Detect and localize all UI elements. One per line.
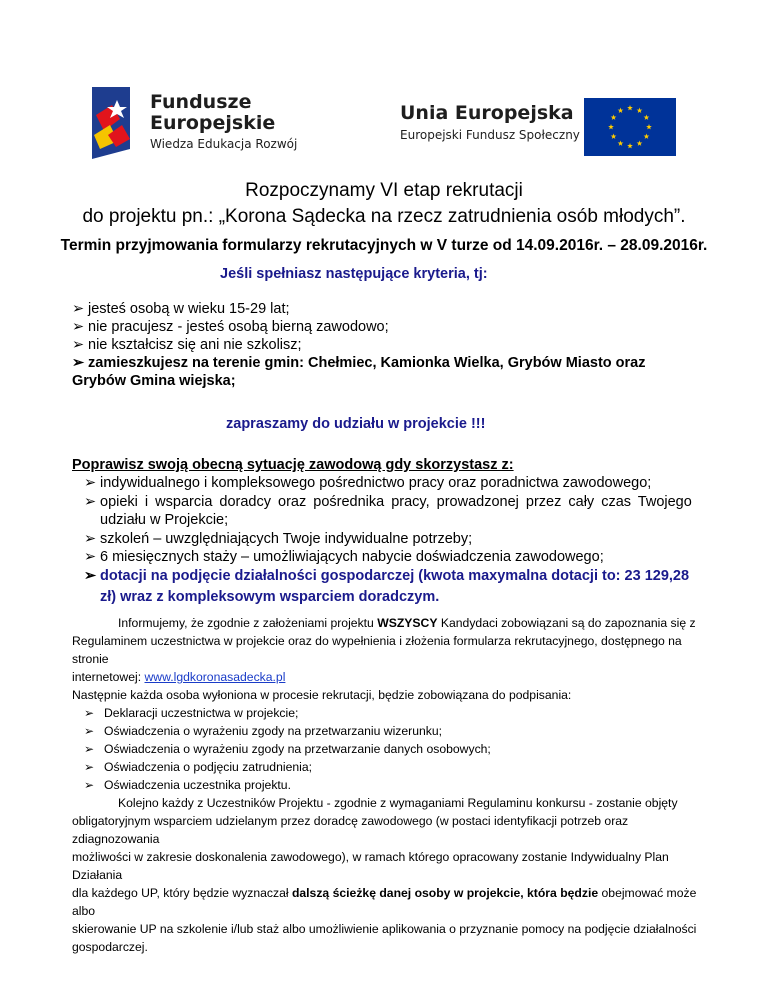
docs-list [72,704,697,794]
eu-flag-icon [584,98,676,156]
list-item-continuation: zł) wraz z kompleksowym wsparciem doradczym. [100,589,440,605]
list-item: ➢ opieki i wsparcia doradcy oraz pośrednika pracy, prowadzonej przez cały czas Twojego [84,493,692,510]
criteria-heading: Jeśli spełniasz następujące kryteria, tj: [220,266,488,282]
eu-title: Unia Europejska [400,102,574,124]
list-item-continuation: Grybów Gmina wiejska; [72,373,236,389]
info-line: skierowanie UP na szkolenie i/lub staż albo umożliwienie aplikowania o przyznanie pomocy na podjęcie działalności [72,922,697,936]
list-item: ➢ Oświadczenia o podjęciu zatrudnienia; [84,760,312,774]
info-line: dla każdego UP, który będzie wyznaczał dalszą ścieżkę danej osoby w projekcie, która będzie obejmować może albo [72,886,697,918]
list-item: ➢ Deklaracji uczestnictwa w projekcie; [84,706,299,720]
list-item: ➢ 6 miesięcznych staży – umożliwiających nabycie doświadczenia zawodowego; [84,549,604,565]
list-item: ➢ zamieszkujesz na terenie gmin: Chełmiec, Kamionka Wielka, Grybów Miasto oraz [72,355,646,371]
benefits-heading: Poprawisz swoją obecną sytuację zawodową gdy skorzystasz z: [72,457,514,473]
list-item: ➢ Oświadczenia o wyrażeniu zgody na przetwarzaniu wizerunku; [84,724,443,738]
list-item: ➢ dotacji na podjęcie działalności gospodarczej (kwota maxymalna dotacji to: 23 129,28 [84,567,690,584]
list-item: ➢ Oświadczenia o wyrażeniu zgody na przetwarzanie danych osobowych; [84,742,491,756]
info-line: gospodarczej. [72,940,148,954]
fundusze-europejskie-logo [92,83,144,159]
info-line: Informujemy, że zgodnie z założeniami projektu WSZYSCY Kandydaci zobowiązani są do zapoznania się z [118,616,696,630]
fe-logo-tagline: Wiedza Edukacja Rozwój [150,137,298,151]
criteria-list [72,300,646,390]
list-item: ➢ szkoleń – uwzględniających Twoje indywidualne potrzeby; [84,530,473,547]
info-line: Następnie każda osoba wyłoniona w procesie rekrutacji, będzie zobowiązana do podpisania: [72,688,572,702]
recruitment-term: Termin przyjmowania formularzy rekrutacyjnych w V turze od 14.09.2016r. – 28.09.2016r. [60,237,708,254]
list-item: ➢ nie kształcisz się ani nie szkolisz; [72,337,302,353]
list-item: ➢ Oświadczenia uczestnika projektu. [84,778,291,792]
list-item: ➢ jesteś osobą w wieku 15-29 lat; [72,301,290,317]
info-block [72,614,697,956]
title-line1: Rozpoczynamy VI etap rekrutacji [245,180,523,201]
website-link[interactable]: www.lgdkoronasadecka.pl [144,670,286,684]
eu-subtitle: Europejski Fundusz Społeczny [400,128,580,142]
info-line: Kolejno każdy z Uczestników Projektu - zgodnie z wymaganiami Regulaminu konkursu - zostanie objęty [118,796,678,810]
info-line: obligatoryjnym wsparciem udzielanym przez doradcę zawodowego (w postaci identyfikacji potrzeb oraz zdiagnozowania [72,814,629,846]
benefits-list [84,474,704,607]
fe-logo-text: Fundusze Europejskie [150,91,276,134]
title-line2: do projektu pn.: „Korona Sądecka na rzecz zatrudnienia osób młodych”. [82,206,686,227]
list-item: ➢ nie pracujesz - jesteś osobą bierną zawodowo; [72,319,389,335]
info-line: możliwości w zakresie doskonalenia zawodowego), w ramach którego opracowany zostanie Indywidualny Plan Działania [72,850,669,882]
info-line: Regulaminem uczestnictwa w projekcie oraz do wypełnienia i złożenia formularza rekrutacyjnego, dostępnego na stronie [72,634,682,666]
list-item: ➢ indywidualnego i kompleksowego pośrednictwo pracy oraz poradnictwa zawodowego; [84,475,652,491]
invite-text: zapraszamy do udziału w projekcie !!! [226,416,486,432]
info-line: internetowej: www.lgdkoronasadecka.pl [72,670,286,684]
list-item-continuation: udziału w Projekcie; [100,512,229,528]
